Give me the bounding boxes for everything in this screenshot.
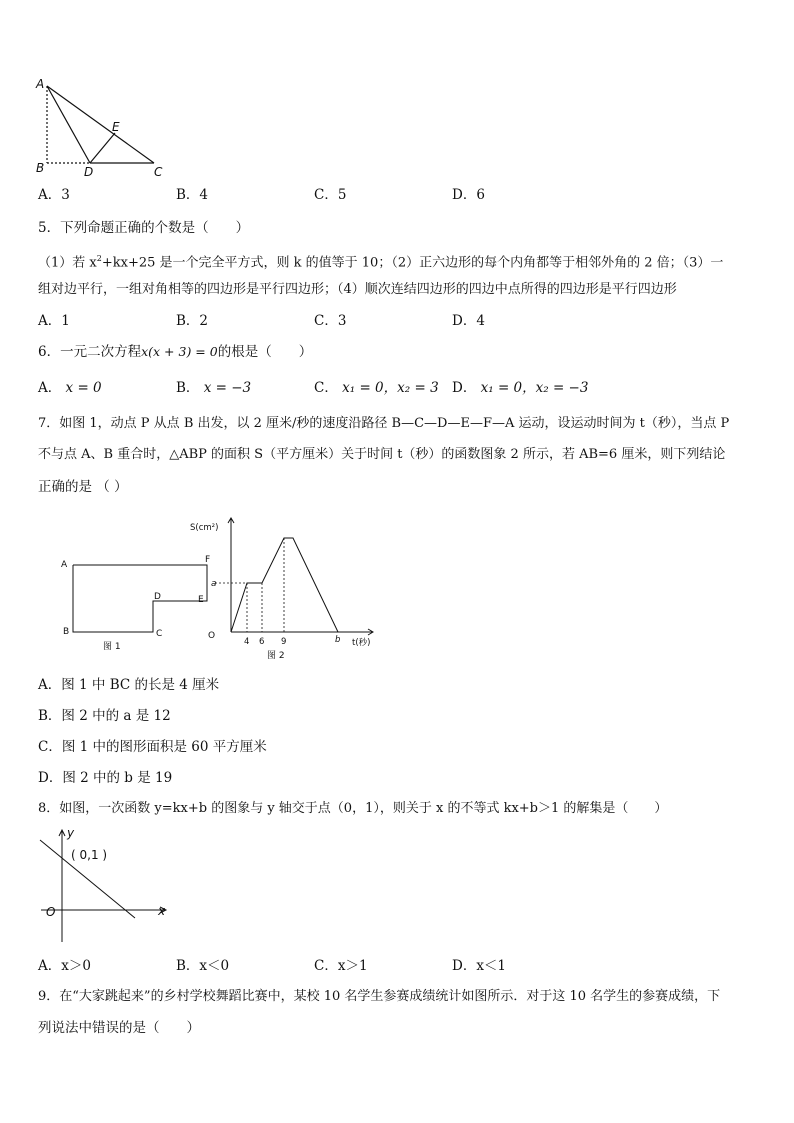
q7-figures: [55, 512, 385, 662]
q7-option-b[interactable]: B．图 2 中的 a 是 12: [38, 708, 171, 724]
fig2-y-axis-label: S(cm²): [190, 523, 219, 533]
q7-stem-line-2: 不与点 A、B 重合时，△ABP 的面积 S（平方厘米）关于时间 t（秒）的函数图象 2 所示，若 AB=6 厘米，则下列结论: [38, 447, 726, 462]
fig1-label-a: A: [61, 560, 68, 570]
triangle-figure: [32, 76, 172, 180]
fig1-label-e: E: [198, 595, 204, 605]
fig1-label-d: D: [154, 592, 161, 602]
q5-stem: 5．下列命题正确的个数是（ ）: [38, 220, 250, 236]
q4-option-c[interactable]: C．5: [314, 187, 347, 203]
fig2-caption: 图 2: [267, 651, 285, 661]
q4-option-a[interactable]: A．3: [38, 187, 70, 203]
fig2-tick-4: 4: [244, 637, 250, 647]
q7-stem-line-1: 7．如图 1，动点 P 从点 B 出发，以 2 厘米/秒的速度沿路径 B—C—D—E—F—A 运动，设运动时间为 t（秒），当点 P: [38, 416, 730, 431]
q6-equation: x(x + 3) = 0: [141, 344, 218, 359]
q8-stem: 8．如图，一次函数 y=kx+b 的图象与 y 轴交于点（0，1），则关于 x 的不等式 kx+b＞1 的解集是（ ）: [38, 801, 668, 816]
vertex-a-label: A: [36, 77, 45, 91]
q8-y-axis-label: y: [67, 826, 75, 840]
fig2-tick-b: b: [335, 635, 341, 645]
fig1-label-c: C: [156, 629, 163, 639]
q7-option-a[interactable]: A．图 1 中 BC 的长是 4 厘米: [38, 677, 220, 693]
q8-option-a[interactable]: A．x＞0: [38, 958, 91, 974]
fig1-caption: 图 1: [103, 642, 121, 652]
q8-option-b[interactable]: B．x＜0: [176, 958, 230, 974]
q6-option-d[interactable]: D． x₁ = 0，x₂ = −3: [452, 380, 589, 396]
vertex-e-label: E: [112, 120, 120, 134]
fig2-label-a: a: [211, 579, 217, 589]
q7-option-d[interactable]: D．图 2 中的 b 是 19: [38, 770, 173, 786]
q6-option-c[interactable]: C． x₁ = 0，x₂ = 3: [314, 380, 439, 396]
q4-option-b[interactable]: B．4: [176, 187, 209, 203]
fig2-tick-6: 6: [259, 637, 265, 647]
q6-option-b[interactable]: B． x = −3: [176, 380, 252, 396]
vertex-b-label: B: [36, 161, 45, 175]
q5-option-d[interactable]: D．4: [452, 313, 485, 329]
q8-x-axis-label: x: [158, 904, 166, 918]
q5-option-b[interactable]: B．2: [176, 313, 209, 329]
q5-statement-line-2: 组对边平行，一组对角相等的四边形是平行四边形；（4）顺次连结四边形的四边中点所得的四边形是平行四边形: [38, 282, 677, 297]
fig2-tick-9: 9: [281, 637, 287, 647]
q5-option-c[interactable]: C．3: [314, 313, 347, 329]
fig1-label-f: F: [205, 555, 211, 565]
q8-linear-function-figure: [36, 826, 176, 946]
fig2-x-axis-label: t(秒): [352, 638, 371, 648]
q5-option-a[interactable]: A．1: [38, 313, 70, 329]
q8-option-c[interactable]: C．x＞1: [314, 958, 368, 974]
q5-statement-line-1: （1）若 $x^2+kx+25$ 是一个完全平方式，则 k 的值等于 10；（2）正六边形的每个内角都等于相邻外角的 2 倍；（3）一: [38, 254, 724, 271]
q4-option-d[interactable]: D．6: [452, 187, 485, 203]
vertex-d-label: D: [84, 165, 94, 179]
q8-origin-label: O: [46, 905, 56, 919]
q6-option-a[interactable]: A． x = 0: [38, 380, 102, 396]
q8-point-label: ( 0,1 ): [71, 848, 108, 862]
q7-stem-line-3: 正确的是 （ ）: [38, 479, 128, 495]
q6-stem: 6．一元二次方程x(x + 3) = 0的根是（ ）: [38, 344, 313, 360]
q9-stem-line-1: 9．在“大家跳起来”的乡村学校舞蹈比赛中，某校 10 名学生参赛成绩统计如图所示．对于这 10 名学生的参赛成绩，下: [38, 989, 721, 1004]
q7-option-c[interactable]: C．图 1 中的图形面积是 60 平方厘米: [38, 739, 267, 755]
fig2-origin-label: O: [208, 631, 216, 641]
q8-option-d[interactable]: D．x＜1: [452, 958, 507, 974]
vertex-c-label: C: [154, 165, 163, 179]
fig1-label-b: B: [63, 627, 70, 637]
q9-stem-line-2: 列说法中错误的是（ ）: [38, 1020, 200, 1036]
